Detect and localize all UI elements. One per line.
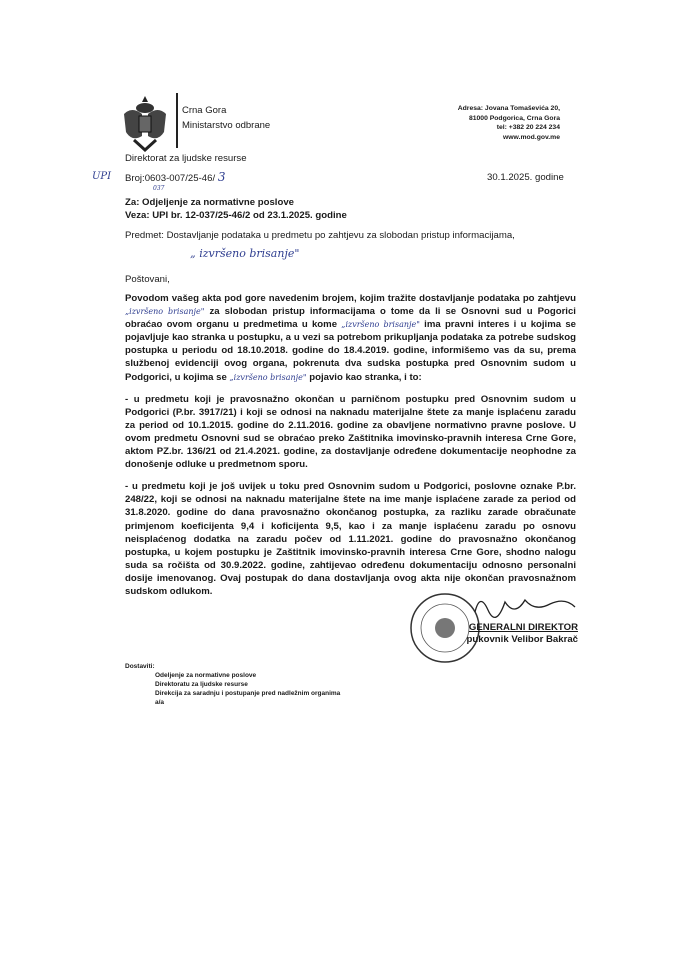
- distribution-label: Dostaviti:: [125, 663, 155, 670]
- signatory-title: GENERALNI DIREKTOR: [468, 622, 578, 633]
- handwritten-correction: 037: [153, 185, 165, 192]
- signatory-name: pukovnik Velibor Bakrač: [466, 634, 578, 645]
- handwritten-redaction: „izvršeno brisanje": [229, 372, 307, 382]
- phone: tel: +382 20 224 234: [496, 124, 560, 131]
- handwritten-redaction: „izvršeno brisanje": [341, 320, 420, 330]
- list-item: a/a: [155, 699, 165, 706]
- document-date: 30.1.2025. godine: [487, 172, 564, 183]
- signature-block: [440, 622, 578, 646]
- recipient: Za: Odjeljenje za normativne poslove: [125, 197, 295, 208]
- letter-body: [125, 292, 576, 607]
- header-divider: [176, 93, 178, 148]
- address-line: Adresa: Jovana Tomaševića 20,: [457, 105, 560, 112]
- coat-of-arms-logo: [120, 92, 170, 152]
- distribution-list: [125, 662, 340, 707]
- subject: Predmet: Dostavljanje podataka u predmetu po zahtjevu za slobodan pristup informacijama,: [125, 230, 515, 241]
- directorate: Direktorat za ljudske resurse: [125, 153, 247, 164]
- ministry-name: Ministarstvo odbrane: [182, 120, 271, 131]
- greeting: Poštovani,: [125, 274, 170, 285]
- document-number: [125, 170, 225, 184]
- text: ima pravni interes i u kojima se pojavljuje kao stranka u postupku, a u vezi sa potrebom prikupljanja podataka za potrebe sudskog postupka u periodu od 18.10.2018. godine do 18.4.2019. godine, informišemo vas da su, prema službenoj evidenciji ovog organa, pokrenuta dva sudska postupka pred Osnovnim sudom u Podgorici, u kojima se: [125, 319, 576, 383]
- website: www.mod.gov.me: [502, 133, 560, 141]
- paragraph-case-2: - u predmetu koji je još uvijek u toku pred Osnovnim sudom u Podgorici, poslovne oznake P.br. 248/22, koji se odnosi na naknadu materijalne štete na ime manje isplaćene zarade za period od 31.8.2020. godine do dana pravosnažno okončanog postupka, za razliku zarade obračunate primjenom koeficijenta 9,4 i koficijenta 9,5, kao i za manje isplaćenu zaradu po osnovu neisplaćenog dodatka na zaradu počev od 1.11.2021. godine do pravosnažno okončanog postupka, u kojem postupku je Zaštitnik imovinsko-pravnih interesa Crne Gore, shodno nalogu suda sa ročišta od 30.9.2022. godine, zahtijevao određenu dokumentaciju odnosno personalni dosije imenovanog. Ovaj postupak do dana dostavljanja ovog akta nije okončan pravosnažnom sudskom odlukom.: [125, 481, 576, 597]
- address-block: [458, 104, 560, 142]
- recipient-block: [125, 196, 347, 222]
- country-name: Crna Gora: [182, 105, 227, 116]
- reference: Veza: UPI br. 12-037/25-46/2 od 23.1.2025. godine: [125, 210, 347, 221]
- paragraph-intro: [125, 292, 576, 384]
- document-number-text: Broj:0603-007/25-46/: [125, 173, 216, 184]
- handwritten-subject-note: „ izvršeno brisanje": [190, 247, 300, 260]
- handwritten-number: 3: [217, 170, 226, 184]
- address-line: 81000 Podgorica, Crna Gora: [468, 114, 560, 122]
- handwritten-redaction: „izvršeno brisanje": [125, 307, 205, 317]
- text: Povodom vašeg akta pod gore navedenim brojem, kojim tražite dostavljanje podataka po zahtjevu: [125, 293, 576, 304]
- organization-name: [182, 103, 270, 133]
- list-item: Direkcija za saradnju i postupanje pred nadležnim organima: [155, 690, 341, 697]
- list-item: Odeljenje za normativne poslove: [155, 672, 257, 679]
- list-item: Direktoratu za ljudske resurse: [155, 681, 248, 688]
- handwritten-prefix: UPI: [92, 171, 112, 182]
- paragraph-case-1: - u predmetu koji je pravosnažno okončan u parničnom postupku pred Osnovnim sudom u Podgorici (P.br. 3917/21) i koji se odnosi na naknadu materijalne štete za manje isplaćenu zaradu za period od 10.1.2015. godine do 2.11.2016. godine za obavljene normativno pravne poslove. U ovom predmetu Osnovni sud se obraćao preko Zaštitnika imovinsko-pravnih interesa Crne Gore, aktom PZ.br. 136/21 od 21.4.2021. godine, za dostavljanje određene dokumentacije neophodne za donošenje odluke u predmetnom sporu.: [125, 393, 576, 471]
- text: pojavio kao stranka, i to:: [309, 371, 422, 383]
- text: za slobodan pristup informacijama o tome da li se Osnovni sud u Pogorici obraćao ovom organu u predmetima u kome: [125, 306, 576, 331]
